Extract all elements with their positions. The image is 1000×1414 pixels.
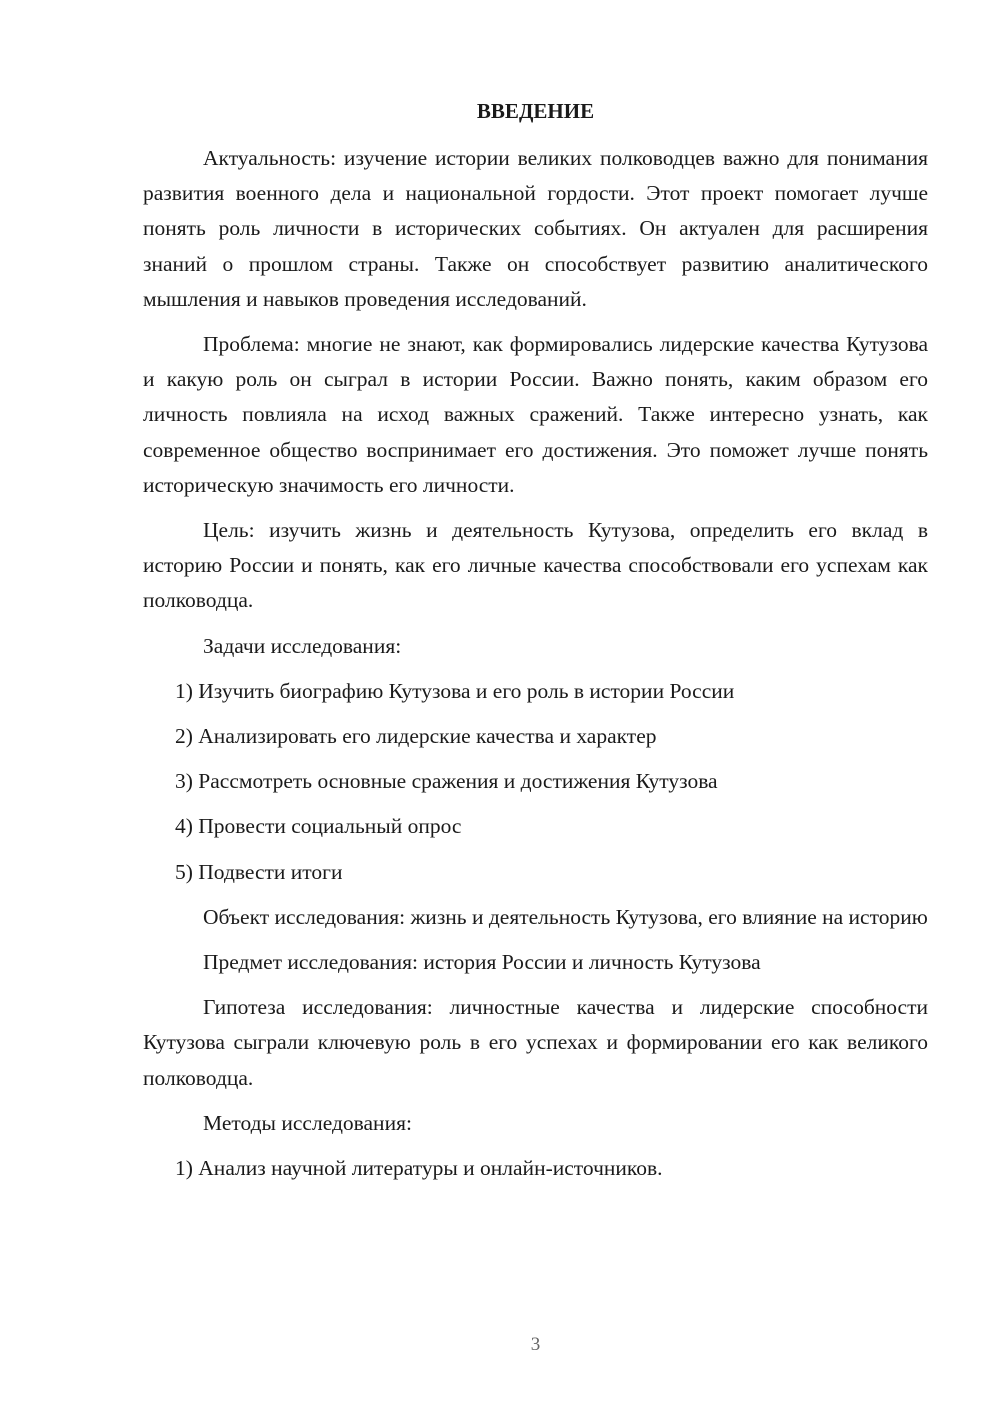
task-item: 2) Анализировать его лидерские качества и характер [175, 724, 657, 749]
task-item: 5) Подвести итоги [175, 859, 343, 884]
task-item: 1) Изучить биографию Кутузова и его роль в истории России [175, 678, 735, 703]
method-item: 1) Анализ научной литературы и онлайн-источников. [175, 1156, 663, 1181]
task-item: 4) Провести социальный опрос [175, 814, 462, 839]
object-paragraph: Объект исследования: жизнь и деятельность Кутузова, его влияние на историю [203, 904, 928, 929]
relevance-paragraph: Актуальность: изучение истории великих полководцев важно для понимания развития военного дела и национальной гордости. Этот проект помогает лучше понять роль личности в исторических событиях. Он актуален для расширения знаний о прошлом страны. Также он способствует развитию аналитического мышления и навыков проведения исследований. [143, 146, 928, 311]
task-item: 3) Рассмотреть основные сражения и достижения Кутузова [175, 769, 718, 794]
subject-paragraph: Предмет исследования: история России и личность Кутузова [203, 950, 761, 975]
problem-paragraph: Проблема: многие не знают, как формировались лидерские качества Кутузова и какую роль он сыграл в истории России. Важно понять, каким образом его личность повлияла на исход важных сражений. Также интересно узнать, как современное общество воспринимает его достижения. Это поможет лучше понять историческую значимость его личности. [143, 332, 928, 497]
page-number: 3 [530, 1334, 541, 1355]
hypothesis-paragraph: Гипотеза исследования: личностные качества и лидерские способности Кутузова сыграли ключевую роль в его успехах и формировании его как великого полководца. [143, 995, 928, 1090]
document-body [143, 141, 928, 1196]
goal-paragraph: Цель: изучить жизнь и деятельность Кутузова, определить его вклад в историю России и понять, как его личные качества способствовали его успехам как полководца. [143, 518, 928, 613]
methods-heading: Методы исследования: [203, 1110, 412, 1135]
section-title: ВВЕДЕНИЕ [476, 99, 595, 123]
document-page [143, 0, 928, 1414]
tasks-heading: Задачи исследования: [203, 633, 402, 658]
